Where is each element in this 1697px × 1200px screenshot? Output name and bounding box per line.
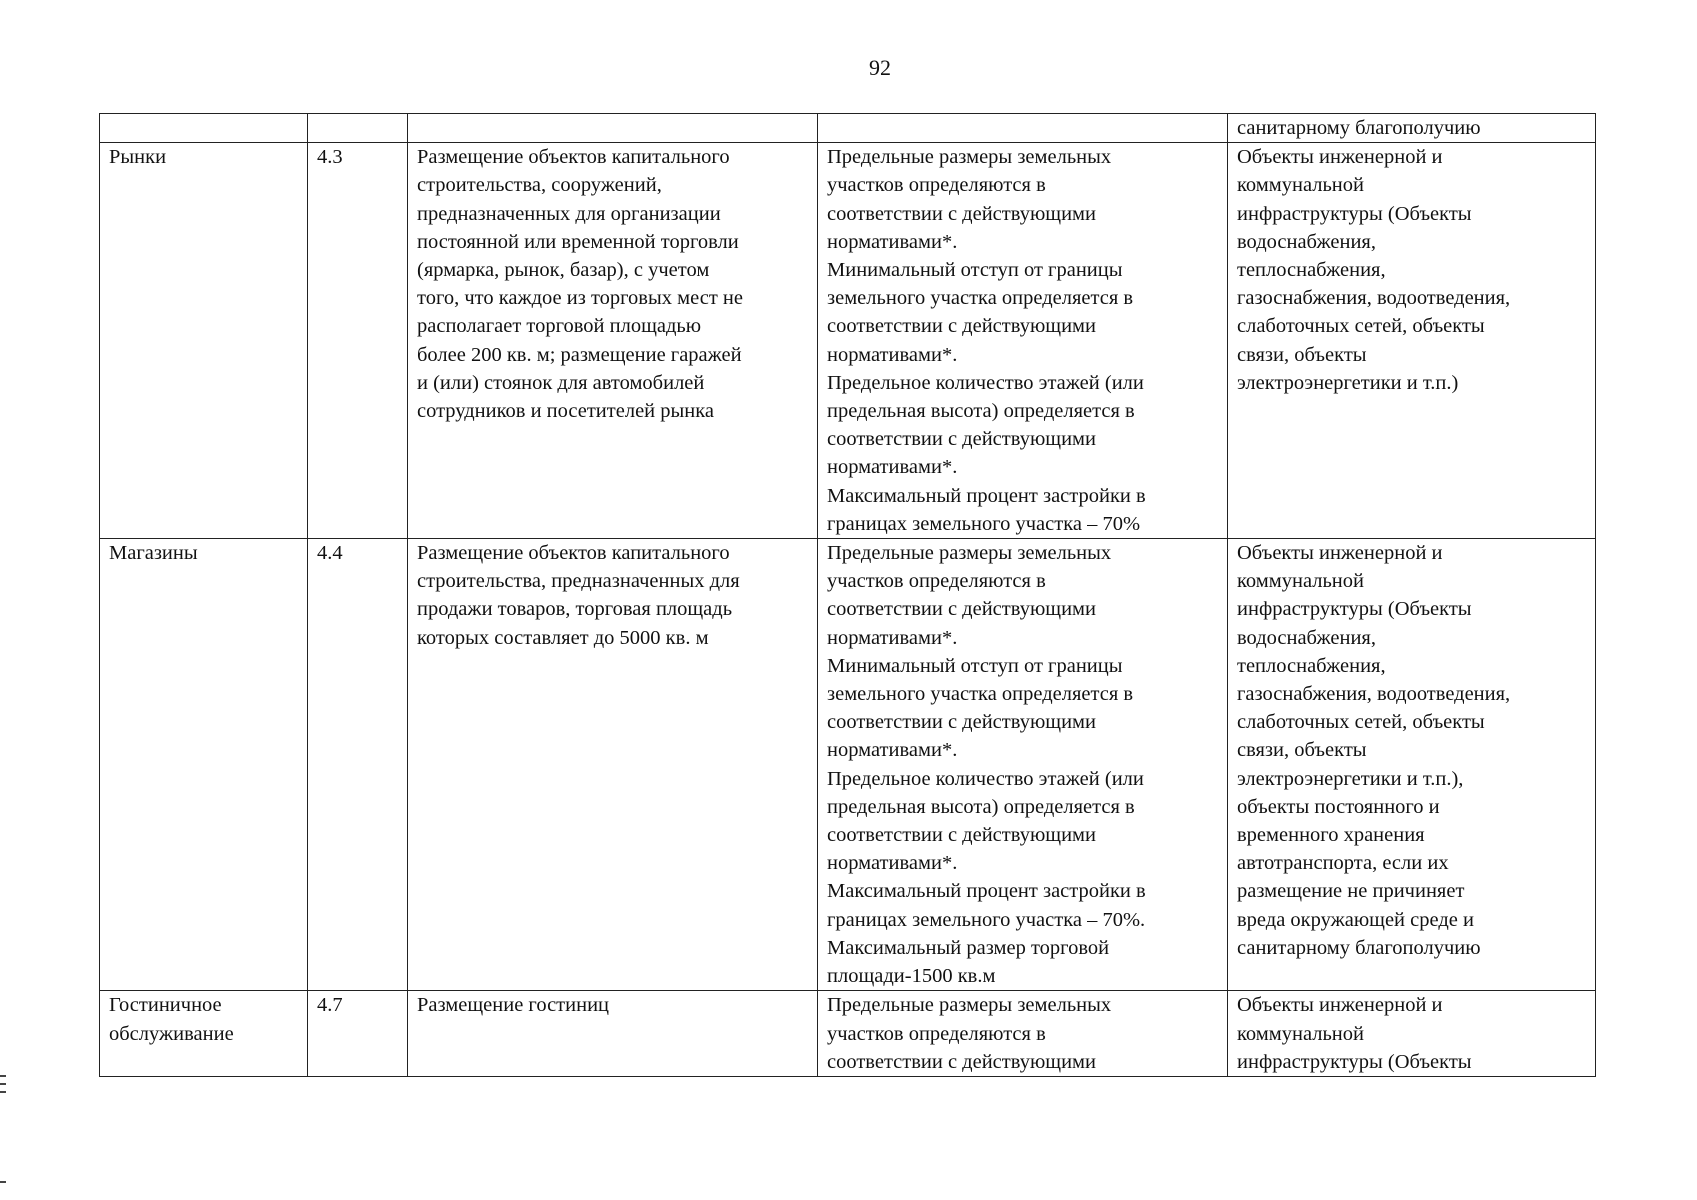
text-line: нормативами*.	[827, 739, 958, 762]
text-line: нормативами*.	[827, 456, 958, 479]
text-line: Предельные размеры земельных	[827, 994, 1112, 1017]
text-line: нормативами*.	[827, 230, 958, 253]
code-cell	[308, 143, 408, 539]
description-lines	[417, 539, 808, 652]
text-line: более 200 кв. м; размещение гаражей	[417, 343, 742, 366]
text-line: санитарному благополучию	[1237, 936, 1481, 959]
text-line: нормативами*.	[827, 343, 958, 366]
text-line: электроэнергетики и т.п.)	[1237, 371, 1459, 394]
text-line: участков определяются в	[827, 570, 1046, 593]
text-line: соответствии с действующими	[827, 428, 1096, 451]
permitted-uses-lines	[1237, 539, 1586, 962]
name-cell	[100, 143, 308, 539]
text-line: автотранспорта, если их	[1237, 852, 1449, 875]
text-line: инфраструктуры (Объекты	[1237, 1050, 1472, 1073]
text-line: Предельное количество этажей (или	[827, 371, 1144, 394]
text-line: которых составляет до 5000 кв. м	[417, 626, 709, 649]
text-line: и (или) стоянок для автомобилей	[417, 371, 705, 394]
text-line: предельная высота) определяется в	[827, 795, 1135, 818]
scan-edge-mark	[0, 1075, 6, 1077]
text-line: строительства, сооружений,	[417, 174, 662, 197]
table-row	[100, 539, 1596, 991]
text-line: Предельные размеры земельных	[827, 542, 1112, 565]
text-line: Размещение объектов капитального	[417, 542, 730, 565]
regulations-table	[99, 113, 1596, 1077]
text-line: площади-1500 кв.м	[827, 965, 996, 988]
text-line: продажи товаров, торговая площадь	[417, 598, 733, 621]
text-line: коммунальной	[1237, 1022, 1364, 1045]
permitted-uses-lines	[1237, 991, 1586, 1076]
text-line: соответствии с действующими	[827, 598, 1096, 621]
name-text: Рынки	[109, 146, 167, 169]
permitted-uses-cell	[1228, 114, 1596, 143]
parameters-cell	[818, 991, 1228, 1077]
text-line: нормативами*.	[827, 852, 958, 875]
text-line: газоснабжения, водоотведения,	[1237, 287, 1511, 310]
page-number: 92	[869, 55, 891, 80]
table-row	[100, 143, 1596, 539]
text-line: сотрудников и посетителей рынка	[417, 400, 714, 423]
description-cell	[408, 114, 818, 143]
text-line: участков определяются в	[827, 1022, 1046, 1045]
text-line: нормативами*.	[827, 626, 958, 649]
text-line: соответствии с действующими	[827, 202, 1096, 225]
text-line: Максимальный процент застройки в	[827, 484, 1146, 507]
permitted-uses-lines	[1237, 114, 1586, 142]
text-line: инфраструктуры (Объекты	[1237, 202, 1472, 225]
text-line: слаботочных сетей, объекты	[1237, 711, 1485, 734]
text-line: инфраструктуры (Объекты	[1237, 598, 1472, 621]
permitted-uses-cell	[1228, 991, 1596, 1077]
permitted-uses-lines	[1237, 143, 1586, 397]
text-line: объекты постоянного и	[1237, 795, 1440, 818]
text-line: временного хранения	[1237, 824, 1425, 847]
text-line: предельная высота) определяется в	[827, 400, 1135, 423]
description-cell	[408, 539, 818, 991]
table-body	[100, 114, 1596, 1077]
parameters-cell	[818, 539, 1228, 991]
text-line: Предельное количество этажей (или	[827, 767, 1144, 790]
permitted-uses-cell	[1228, 143, 1596, 539]
permitted-uses-cell	[1228, 539, 1596, 991]
description-cell	[408, 143, 818, 539]
text-line: соответствии с действующими	[827, 1050, 1096, 1073]
scan-edge-mark	[0, 1091, 6, 1093]
code-cell	[308, 114, 408, 143]
name-text: Магазины	[109, 542, 198, 565]
text-line: Размещение гостиниц	[417, 994, 610, 1017]
text-line: границах земельного участка – 70%	[827, 512, 1141, 535]
table-row-continuation	[100, 114, 1596, 143]
text-line: коммунальной	[1237, 570, 1364, 593]
text-line: располагает торговой площадью	[417, 315, 702, 338]
text-line: границах земельного участка – 70%.	[827, 908, 1146, 931]
description-lines	[417, 991, 808, 1019]
parameters-cell	[818, 114, 1228, 143]
code-text: 4.4	[317, 542, 343, 565]
parameters-lines	[827, 991, 1218, 1076]
name-cell	[100, 539, 308, 991]
text-line: соответствии с действующими	[827, 824, 1096, 847]
text-line: земельного участка определяется в	[827, 287, 1134, 310]
text-line: (ярмарка, рынок, базар), с учетом	[417, 259, 710, 282]
name-text: Гостиничное обслуживание	[109, 994, 234, 1045]
name-cell	[100, 114, 308, 143]
code-cell	[308, 991, 408, 1077]
text-line: соответствии с действующими	[827, 711, 1096, 734]
code-text: 4.7	[317, 994, 343, 1017]
text-line: Максимальный процент застройки в	[827, 880, 1146, 903]
text-line: газоснабжения, водоотведения,	[1237, 683, 1511, 706]
scan-edge-mark	[0, 1083, 6, 1085]
text-line: санитарному благополучию	[1237, 117, 1481, 139]
code-text: 4.3	[317, 146, 343, 169]
text-line: связи, объекты	[1237, 343, 1367, 366]
parameters-lines	[827, 143, 1218, 538]
description-lines	[417, 143, 808, 425]
parameters-cell	[818, 143, 1228, 539]
text-line: Объекты инженерной и	[1237, 994, 1443, 1017]
text-line: земельного участка определяется в	[827, 683, 1134, 706]
parameters-lines	[827, 539, 1218, 990]
text-line: слаботочных сетей, объекты	[1237, 315, 1485, 338]
text-line: Минимальный отступ от границы	[827, 259, 1123, 282]
scan-edge-mark	[0, 1181, 6, 1183]
text-line: водоснабжения,	[1237, 230, 1376, 253]
text-line: вреда окружающей среде и	[1237, 908, 1474, 931]
text-line: теплоснабжения,	[1237, 259, 1386, 282]
text-line: Размещение объектов капитального	[417, 146, 730, 169]
text-line: Объекты инженерной и	[1237, 146, 1443, 169]
text-line: Минимальный отступ от границы	[827, 654, 1123, 677]
text-line: того, что каждое из торговых мест не	[417, 287, 743, 310]
text-line: соответствии с действующими	[827, 315, 1096, 338]
table-row	[100, 991, 1596, 1077]
text-line: водоснабжения,	[1237, 626, 1376, 649]
text-line: участков определяются в	[827, 174, 1046, 197]
text-line: строительства, предназначенных для	[417, 570, 740, 593]
text-line: постоянной или временной торговли	[417, 230, 739, 253]
text-line: размещение не причиняет	[1237, 880, 1465, 903]
text-line: теплоснабжения,	[1237, 654, 1386, 677]
text-line: Максимальный размер торговой	[827, 936, 1110, 959]
description-cell	[408, 991, 818, 1077]
code-cell	[308, 539, 408, 991]
name-cell	[100, 991, 308, 1077]
text-line: электроэнергетики и т.п.),	[1237, 767, 1464, 790]
text-line: коммунальной	[1237, 174, 1364, 197]
text-line: Объекты инженерной и	[1237, 542, 1443, 565]
text-line: связи, объекты	[1237, 739, 1367, 762]
text-line: Предельные размеры земельных	[827, 146, 1112, 169]
text-line: предназначенных для организации	[417, 202, 721, 225]
